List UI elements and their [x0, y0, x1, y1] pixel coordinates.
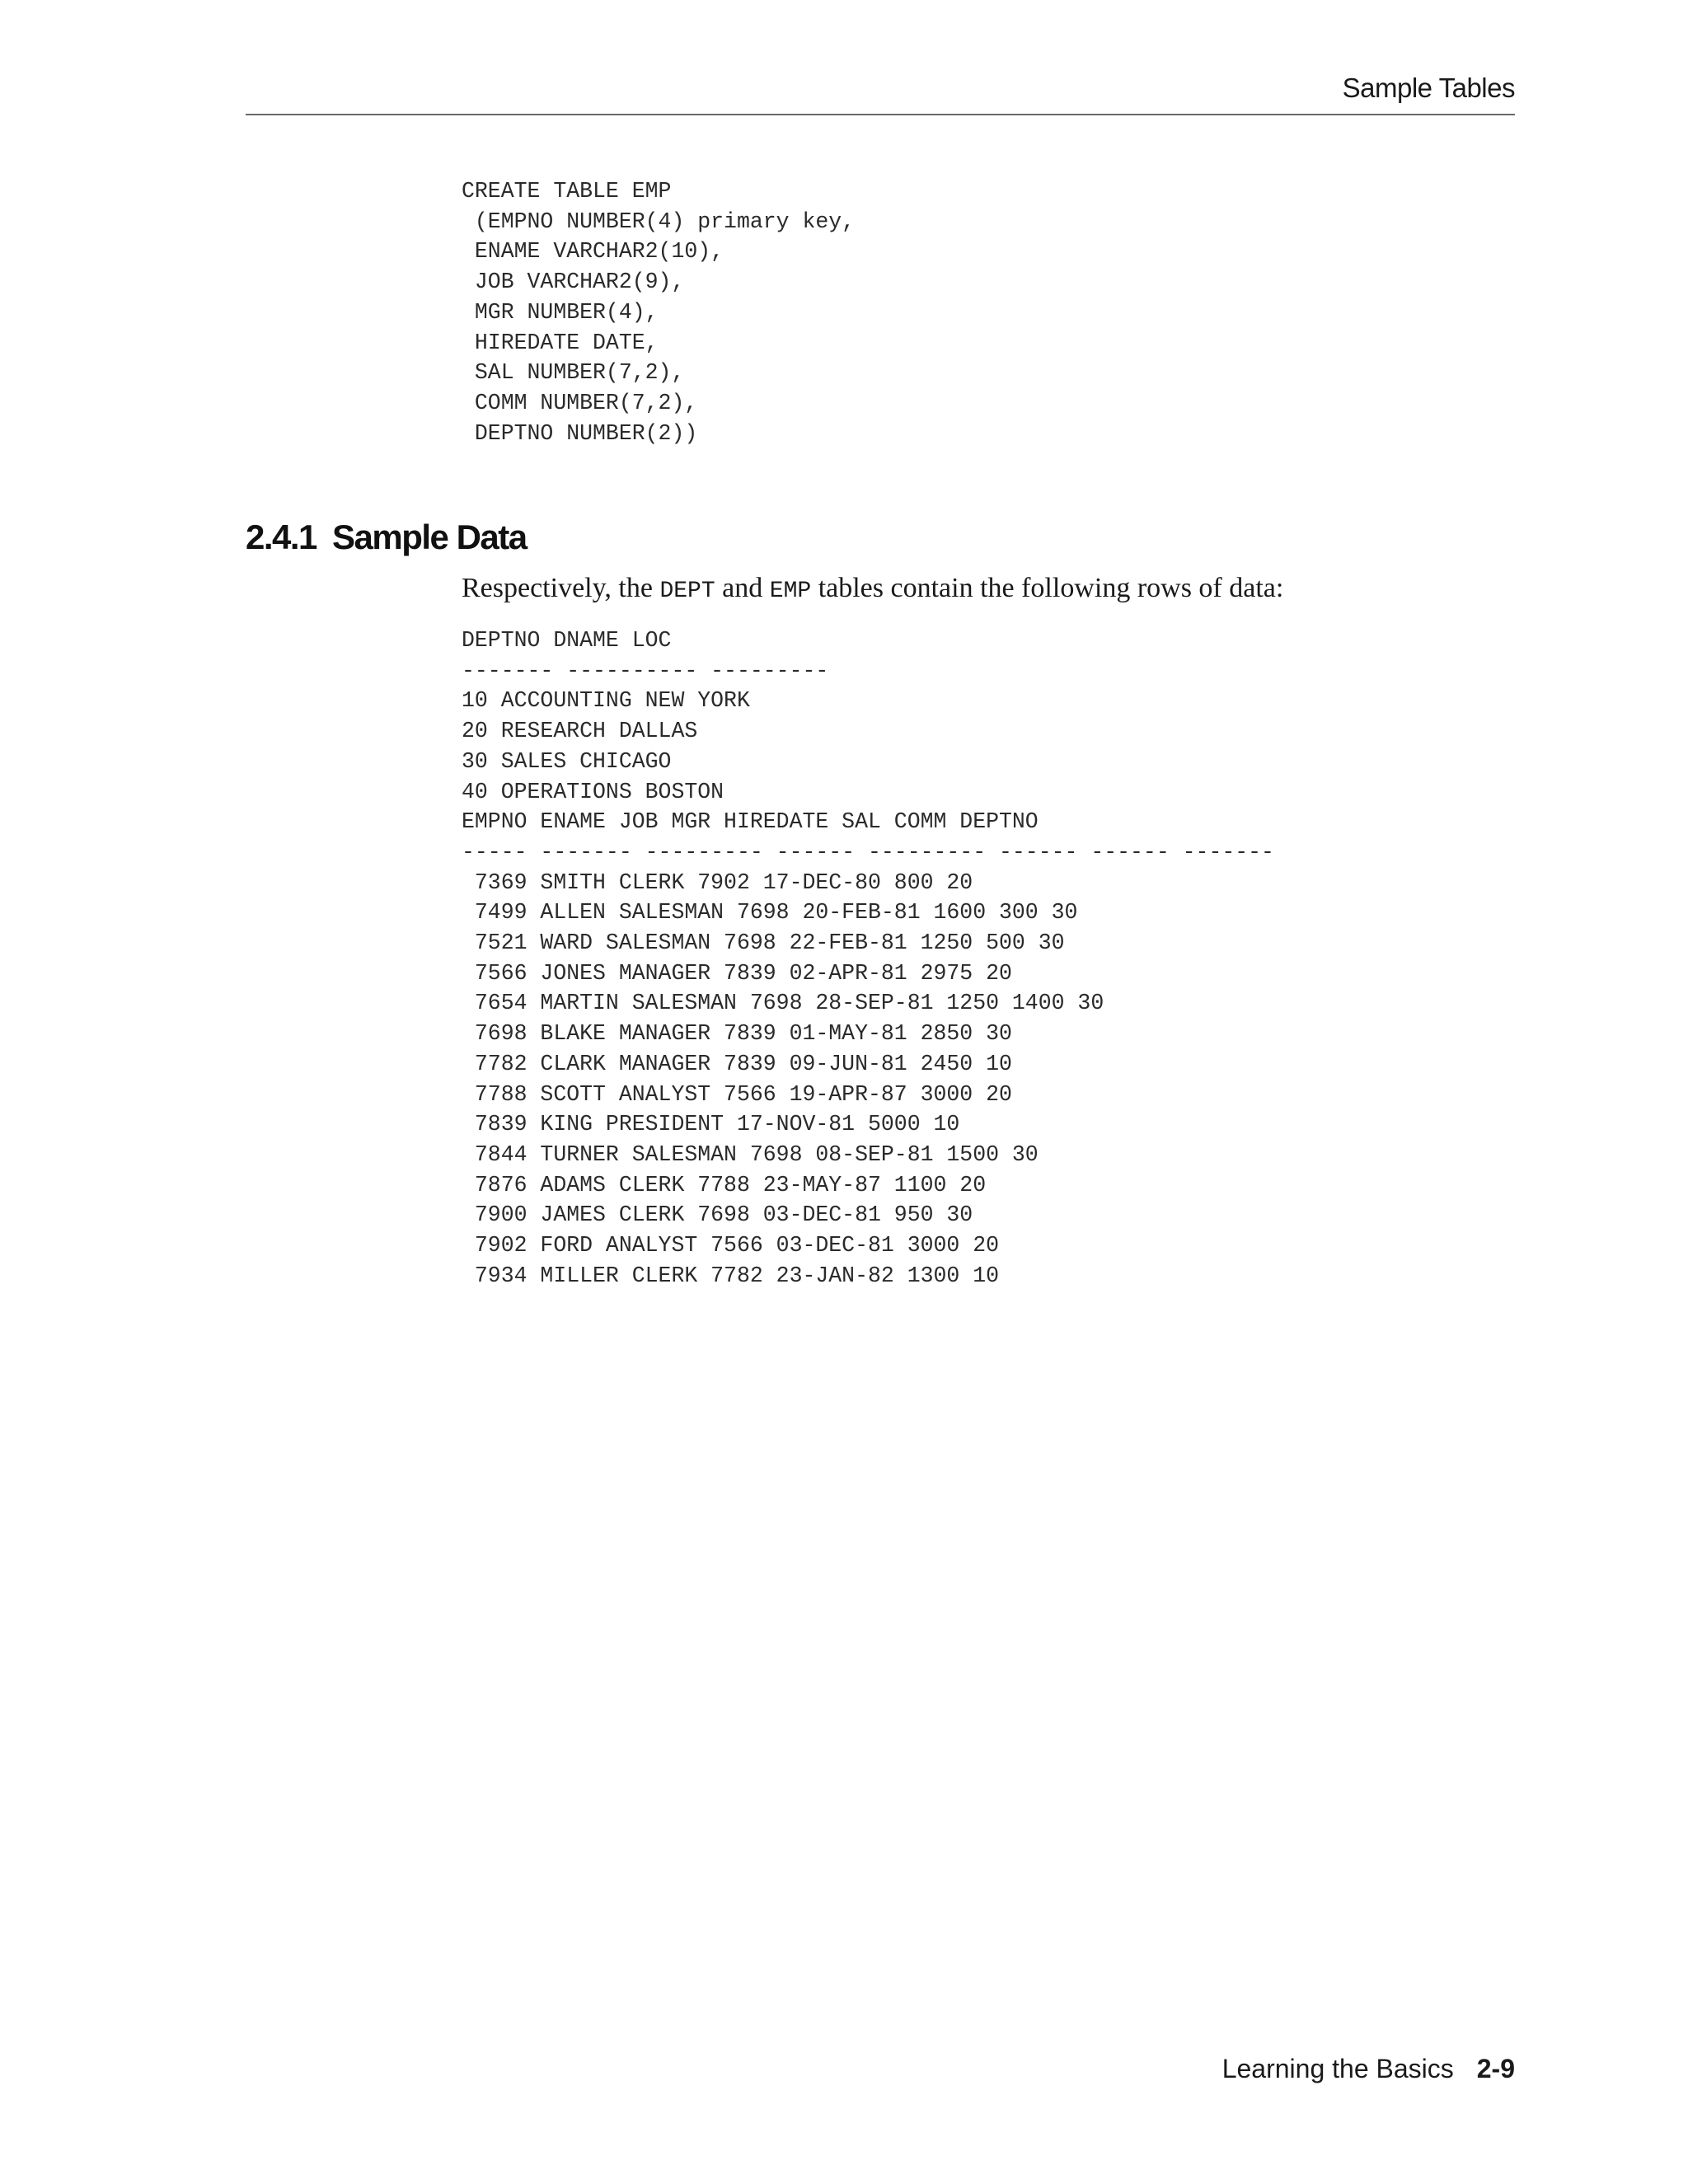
header-rule	[246, 114, 1515, 115]
emp-table-row: 7900 JAMES CLERK 7698 03-DEC-81 950 30	[474, 1202, 973, 1228]
code-line: HIREDATE DATE,	[474, 330, 659, 355]
code-line: MGR NUMBER(4),	[474, 299, 659, 325]
intro-paragraph	[462, 569, 1283, 612]
emp-table-row: 7499 ALLEN SALESMAN 7698 20-FEB-81 1600 300 30	[474, 900, 1078, 926]
emp-table-row: ----- ------- --------- ------ --------- ------ ------ -------	[462, 839, 1274, 865]
dept-table-row: 20 RESEARCH DALLAS	[462, 719, 698, 744]
intro-text-1: Respectively, the	[462, 573, 660, 603]
section-heading	[246, 518, 527, 557]
emp-code-term: EMP	[769, 579, 812, 604]
dept-code-term: DEPT	[659, 579, 715, 604]
dept-table-row: 30 SALES CHICAGO	[462, 748, 672, 774]
code-line: COMM NUMBER(7,2),	[474, 390, 698, 415]
emp-table-row: 7566 JONES MANAGER 7839 02-APR-81 2975 20	[474, 960, 1012, 986]
dept-table-row: 40 OPERATIONS BOSTON	[462, 779, 724, 804]
emp-table-row: 7782 CLARK MANAGER 7839 09-JUN-81 2450 10	[474, 1051, 1012, 1076]
dept-table-row: 10 ACCOUNTING NEW YORK	[462, 688, 750, 714]
dept-table-row: ------- ---------- ---------	[462, 658, 829, 683]
code-line: DEPTNO NUMBER(2))	[474, 420, 698, 446]
emp-table-row: 7844 TURNER SALESMAN 7698 08-SEP-81 1500 30	[474, 1141, 1039, 1167]
emp-table-row: 7698 BLAKE MANAGER 7839 01-MAY-81 2850 30	[474, 1021, 1012, 1047]
emp-table-row: 7369 SMITH CLERK 7902 17-DEC-80 800 20	[474, 869, 973, 895]
emp-table-row: 7521 WARD SALESMAN 7698 22-FEB-81 1250 500 30	[474, 930, 1065, 956]
emp-table-block	[462, 809, 1274, 1288]
section-title: Sample Data	[332, 518, 527, 556]
intro-text-2: and	[715, 573, 770, 603]
footer-chapter: Learning the Basics	[1221, 2054, 1454, 2083]
code-line: CREATE TABLE EMP	[462, 179, 672, 204]
emp-table-row: 7902 FORD ANALYST 7566 03-DEC-81 3000 20	[474, 1233, 1000, 1258]
sample-data-code-block	[462, 626, 1274, 1291]
emp-table-row: 7876 ADAMS CLERK 7788 23-MAY-87 1100 20	[474, 1172, 987, 1197]
dept-table-block	[462, 628, 828, 804]
emp-table-row: 7788 SCOTT ANALYST 7566 19-APR-87 3000 20	[474, 1081, 1012, 1107]
code-line: (EMPNO NUMBER(4) primary key,	[474, 209, 856, 234]
create-table-code-block	[462, 176, 855, 448]
dept-table-row: DEPTNO DNAME LOC	[462, 628, 672, 653]
emp-table-row: 7934 MILLER CLERK 7782 23-JAN-82 1300 10	[474, 1263, 1000, 1288]
code-line: ENAME VARCHAR2(10),	[474, 239, 724, 265]
page-number: 2-9	[1476, 2054, 1515, 2083]
code-line: JOB VARCHAR2(9),	[474, 269, 685, 295]
intro-text-3: tables contain the following rows of data:	[811, 573, 1284, 603]
page-footer	[0, 2054, 1515, 2084]
code-line: SAL NUMBER(7,2),	[474, 360, 685, 386]
emp-table-row: 7654 MARTIN SALESMAN 7698 28-SEP-81 1250 1400 30	[474, 991, 1104, 1016]
emp-table-row: EMPNO ENAME JOB MGR HIREDATE SAL COMM DEPTNO	[462, 809, 1039, 835]
running-header: Sample Tables	[1342, 73, 1515, 103]
section-number: 2.4.1	[246, 518, 316, 556]
emp-table-row: 7839 KING PRESIDENT 17-NOV-81 5000 10	[474, 1112, 960, 1137]
